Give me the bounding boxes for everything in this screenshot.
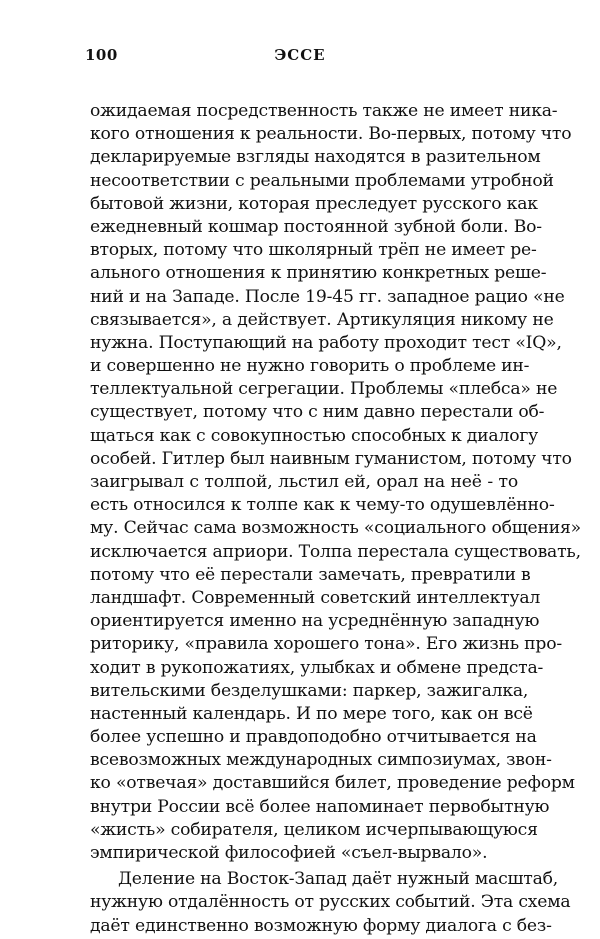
section-title: ЭССЕ	[274, 46, 326, 64]
text-line: нужную отдалённость от русских событий. Эта схема	[90, 892, 571, 913]
text-line: внутри России всё более напоминает первобытную	[90, 796, 550, 817]
text-line: бытовой жизни, которая преследует русского как	[90, 193, 538, 214]
text-line: ко «отвечая» доставшийся билет, проведение реформ	[90, 773, 575, 794]
text-line: особей. Гитлер был наивным гуманистом, потому что	[90, 448, 572, 469]
text-line: более успешно и правдоподобно отчитывается на	[90, 727, 537, 748]
text-line: му. Сейчас сама возможность «социального общения»	[90, 518, 581, 539]
text-line: существует, потому что с ним давно перестали об-	[90, 402, 545, 423]
paragraph-1	[90, 100, 581, 865]
page-number: 100	[85, 46, 118, 64]
text-line: ний и на Западе. После 19-45 гг. западное рацио «не	[90, 286, 565, 307]
text-line: и совершенно не нужно говорить о проблеме ин-	[90, 356, 530, 377]
text-line: «жисть» собирателя, целиком исчерпывающуюся	[90, 819, 538, 840]
text-line: теллектуальной сегрегации. Проблемы «плебса» не	[90, 379, 558, 400]
text-line: есть относился к толпе как к чему-то одушевлённо-	[90, 495, 555, 516]
text-line: потому что её перестали замечать, превратили в	[90, 564, 531, 585]
text-line: декларируемые взгляды находятся в разительном	[90, 147, 541, 168]
text-line: всевозможных международных симпозиумах, звон-	[90, 750, 552, 771]
text-line: несоответствии с реальными проблемами утробной	[90, 170, 554, 191]
text-line: настенный календарь. И по мере того, как он всё	[90, 703, 533, 724]
text-line: вторых, потому что школярный трёп не имеет ре-	[90, 240, 537, 261]
text-line: вительскими безделушками: паркер, зажигалка,	[90, 680, 529, 701]
running-head	[0, 0, 600, 80]
text-line: связывается», а действует. Артикуляция никому не	[90, 309, 554, 330]
text-line: заигрывал с толпой, льстил ей, орал на неё - то	[90, 472, 518, 492]
text-line: ходит в рукопожатиях, улыбках и обмене предста-	[90, 657, 544, 678]
text-line: исключается априори. Толпа перестала существовать,	[90, 541, 581, 562]
text-line: ориентируется именно на усреднённую западную	[90, 611, 540, 632]
text-line: нужна. Поступающий на работу проходит тест «IQ»,	[90, 332, 562, 353]
text-line: даёт единственно возможную форму диалога с без-	[90, 915, 552, 936]
text-line: ожидаемая посредственность также не имеет ника-	[90, 101, 558, 121]
paragraph-2	[90, 868, 571, 938]
text-line: ландшафт. Современный советский интеллектуал	[90, 587, 541, 608]
text-line: щаться как с совокупностью способных к диалогу	[90, 425, 539, 446]
body-text	[90, 100, 581, 938]
text-line: Деление на Восток-Запад даёт нужный масштаб,	[118, 869, 559, 890]
text-line: риторику, «правила хорошего тона». Его жизнь про-	[90, 634, 562, 655]
text-line: ального отношения к принятию конкретных реше-	[90, 263, 547, 284]
text-line: эмпирической философией «съел-вырвало».	[90, 843, 488, 863]
text-line: кого отношения к реальности. Во-первых, потому что	[90, 124, 572, 145]
text-line: ежедневный кошмар постоянной зубной боли. Во-	[90, 216, 542, 237]
